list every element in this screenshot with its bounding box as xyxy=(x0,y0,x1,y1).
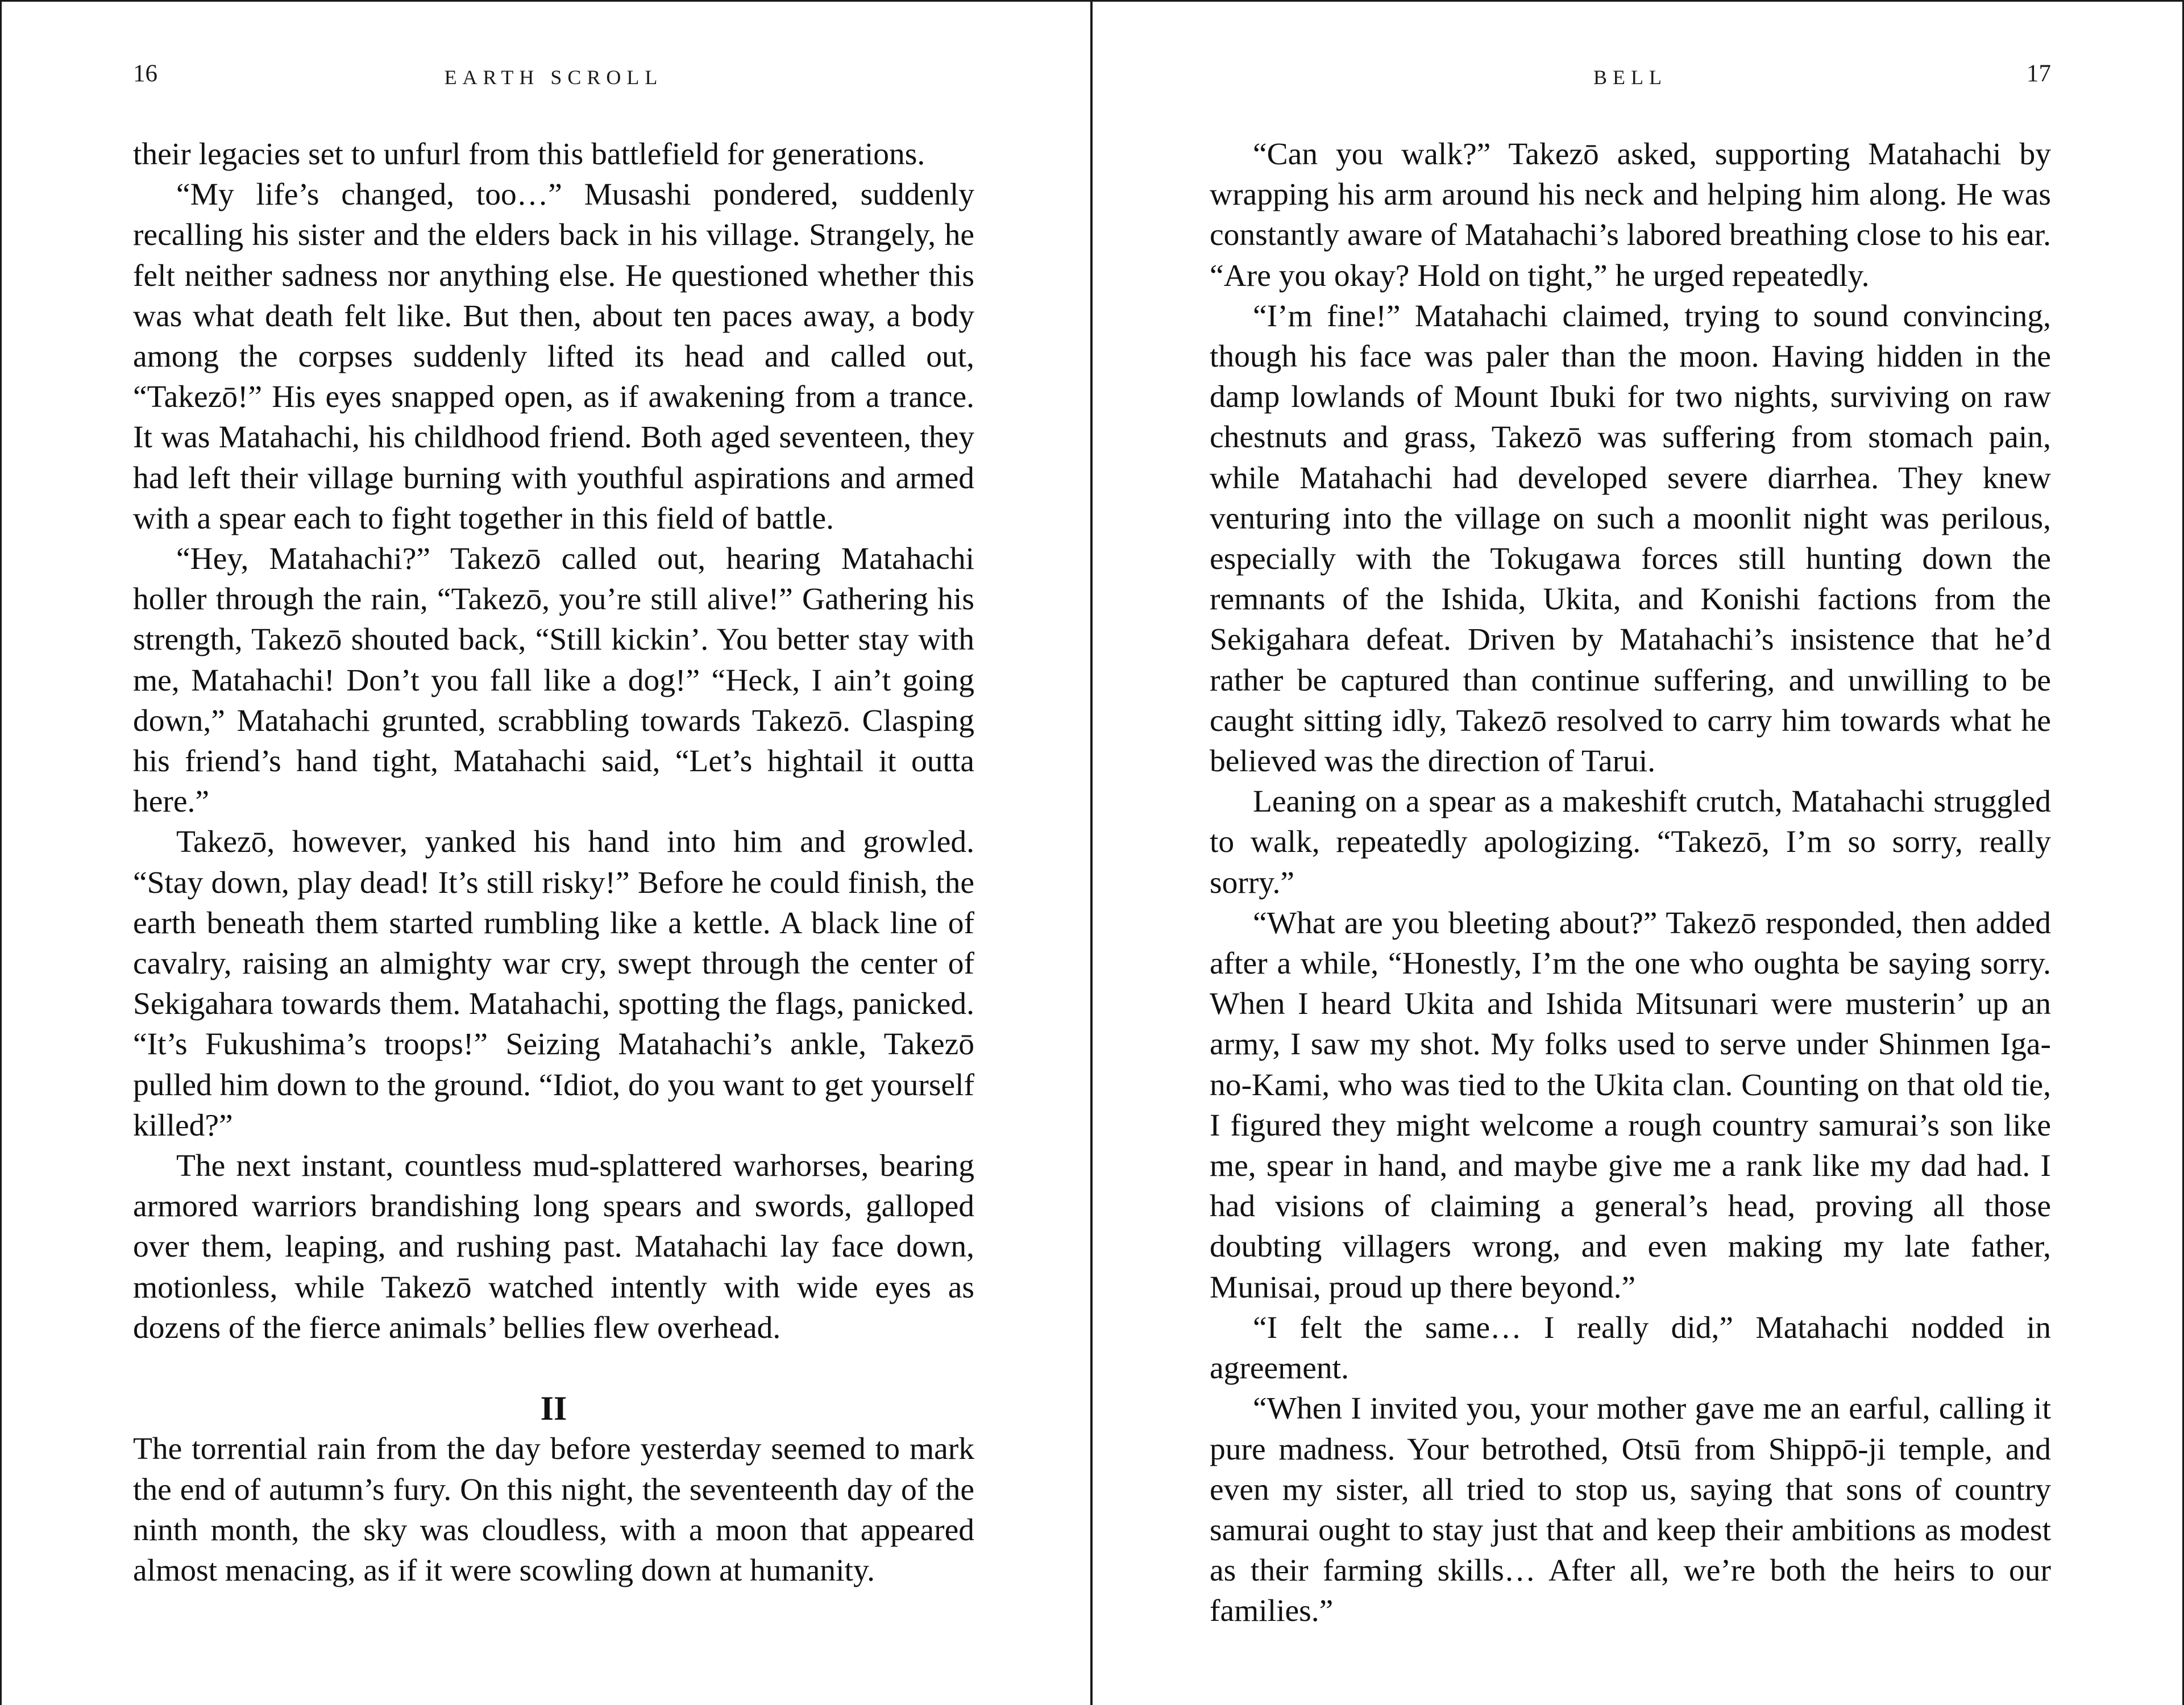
paragraph: The next instant, countless mud-splattered warhorses, bearing armored warriors brandishing long spears and swords, galloped over them, leaping, and rushing past. Matahachi lay face down, motionless, while Takezō watched intently with wide eyes as dozens of the fierce animals’ bellies flew overhead. xyxy=(133,1149,974,1345)
section-heading: II xyxy=(540,1390,567,1428)
left-page-body xyxy=(133,134,974,1591)
paragraph: “Hey, Matahachi?” Takezō called out, hearing Matahachi holler through the rain, “Takezō, you’re still alive!” Gathering his strength, Takezō shouted back, “Still kickin’. You better stay with me, Matahachi! Don’t you fall like a dog!” “Heck, I ain’t going down,” Matahachi grunted, scrabbling towards Takezō. Clasping his friend’s hand tight, Matahachi said, “Let’s hightail it outta here.” xyxy=(133,542,974,820)
paragraph: “I’m fine!” Matahachi claimed, trying to sound convincing, though his face was paler than the moon. Having hidden in the damp lowlands of Mount Ibuki for two nights, surviving on raw chestnuts and grass, Takezō was suffering from stomach pain, while Matahachi had developed severe diarrhea. They knew venturing into the village on such a moonlit night was perilous, especially with the Tokugawa forces still hunting down the remnants of the Ishida, Ukita, and Konishi factions from the Sekigahara defeat. Driven by Matahachi’s insistence that he’d rather be captured than continue suffering, and unwilling to be caught sitting idly, Takezō resolved to carry him towards what he believed was the direction of Tarui. xyxy=(1210,298,2051,779)
paragraph: “When I invited you, your mother gave me an earful, calling it pure madness. Your betrothed, Otsū from Shippō-ji temple, and even my sister, all tried to stop us, saying that sons of country samurai ought to stay just that and keep their ambitions as modest as their farming skills… After all, we’re both the heirs to our families.” xyxy=(1210,1391,2051,1629)
right-running-head: BELL xyxy=(1593,66,1667,89)
right-page xyxy=(1210,0,2051,1705)
left-running-head: EARTH SCROLL xyxy=(444,66,663,89)
paragraph: Leaning on a spear as a makeshift crutch, Matahachi struggled to walk, repeatedly apologizing. “Takezō, I’m so sorry, really sorry.” xyxy=(1210,784,2051,900)
page-gutter-divider xyxy=(1090,0,1093,1705)
left-page xyxy=(133,0,974,1705)
paragraph: “My life’s changed, too…” Musashi pondered, suddenly recalling his sister and the elders back in his village. Strangely, he felt neither sadness nor anything else. He questioned whether this was what death felt like. But then, about ten paces away, a body among the corpses suddenly lifted its head and called out, “Takezō!” His eyes snapped open, as if awakening from a trance. It was Matahachi, his childhood friend. Both aged seventeen, they had left their village burning with youthful aspirations and armed with a spear each to fight together in this field of battle. xyxy=(133,177,974,536)
right-page-body xyxy=(1210,134,2051,1632)
paragraph: “I felt the same… I really did,” Matahachi nodded in agreement. xyxy=(1210,1310,2051,1386)
right-page-number: 17 xyxy=(2027,60,2051,87)
section-paragraph: The torrential rain from the day before yesterday seemed to mark the end of autumn’s fury. On this night, the seventeenth day of the ninth month, the sky was cloudless, with a moon that appeared almost menacing, as if it were scowling down at humanity. xyxy=(133,1432,974,1588)
paragraph: “Can you walk?” Takezō asked, supporting Matahachi by wrapping his arm around his neck and helping him along. He was constantly aware of Matahachi’s labored breathing close to his ear. “Are you okay? Hold on tight,” he urged repeatedly. xyxy=(1210,137,2051,293)
frame-left-border xyxy=(0,0,2,1705)
paragraph: Takezō, however, yanked his hand into him and growled. “Stay down, play dead! It’s still risky!” Before he could finish, the earth beneath them started rumbling like a kettle. A black line of cavalry, raising an almighty war cry, swept through the center of Sekigahara towards them. Matahachi, spotting the flags, panicked. “It’s Fukushima’s troops!” Seizing Matahachi’s ankle, Takezō pulled him down to the ground. “Idiot, do you want to get yourself killed?” xyxy=(133,825,974,1143)
paragraph: their legacies set to unfurl from this battlefield for generations. xyxy=(133,137,925,172)
left-page-number: 16 xyxy=(133,60,157,87)
paragraph: “What are you bleeting about?” Takezō responded, then added after a while, “Honestly, I’m the one who oughta be saying sorry. When I heard Ukita and Ishida Mitsunari were musterin’ up an army, I saw my shot. My folks used to serve under Shinmen Iga-no-Kami, who was tied to the Ukita clan. Counting on that old tie, I figured they might welcome a rough country samurai’s son like me, spear in hand, and maybe give me a rank like my dad had. I had visions of claiming a general’s head, proving all those doubting villagers wrong, and even making my late father, Munisai, proud up there beyond.” xyxy=(1210,905,2051,1305)
